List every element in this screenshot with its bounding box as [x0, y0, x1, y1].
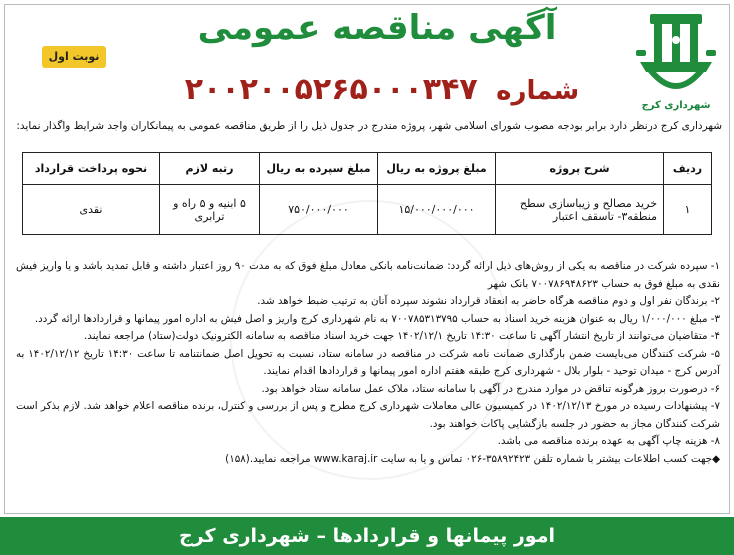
- condition-item: ۲- برندگان نفر اول و دوم مناقصه هرگاه حاضر به انعقاد قرارداد نشوند سپرده آنان به ترتیب ضبط خواهد شد.: [257, 295, 720, 307]
- karaj-municipality-logo-icon: [630, 10, 722, 106]
- cell-row-number: ۱: [664, 185, 712, 235]
- condition-item: ۶- درصورت بروز هرگونه تناقض در موارد مندرج در آگهی با سامانه ستاد، ملاک عمل سامانه ستاد خواهد بود.: [261, 382, 720, 395]
- condition-item: ۱- سپرده شرکت در مناقصه به یکی از روش‌های ذیل ارائه گردد: ضمانت‌نامه بانکی معادل مبلغ فوق که به مدت ۹۰ روز اعتبار داشته و قابل تمدید باشد و یا واریز فیش نقدی به مبلغ فوق به حساب ۷۰۰۷۸۶۹۴۸۶۲۳ بانک شهر: [16, 260, 720, 290]
- contact-info: ◆جهت کسب اطلاعات بیشتر با شماره تلفن ۳۵۸۹۲۴۲۳-۰۲۶ تماس و یا به سایت www.karaj.ir مراجعه نمایید.(۱۵۸): [225, 452, 720, 465]
- cell-deposit-amount: ۷۵۰/۰۰۰/۰۰۰: [260, 185, 378, 235]
- header-deposit-amount: مبلغ سپرده به ریال: [260, 153, 378, 185]
- logo-caption: شهرداری کرج: [641, 100, 711, 111]
- conditions-list: [16, 258, 720, 468]
- condition-item: ۷- پیشنهادات رسیده در مورخ ۱۴۰۲/۱۲/۱۳ در کمیسیون عالی معاملات شهرداری کرج مطرح و پس از بررسی و کنترل، برنده مناقصه اعلام خواهد شد. لازم بذکر است شرکت کنندگان مجاز به حضور در جلسه بازگشایی پاکات خواهند بود.: [16, 400, 721, 430]
- header-grade: رتبه لازم: [160, 153, 260, 185]
- intro-paragraph: شهرداری کرج درنظر دارد برابر بودجه مصوب شورای اسلامی شهر، پروژه مندرج در جدول ذیل را از طریق مناقصه عمومی به پیمانکاران واجد شرایط واگذار نماید:: [16, 120, 722, 132]
- notice-number-value: ۲۰۰۲۰۰۵۲۶۵۰۰۰۳۴۷: [184, 72, 478, 107]
- cell-description: خرید مصالح و زیباسازی سطح منطقه۳- تاسقف اعتبار: [496, 185, 664, 235]
- condition-item: ۵- شرکت کنندگان می‌بایست ضمن بارگذاری ضمانت نامه شرکت در مناقصه در سامانه ستاد، نسبت به تحویل اصل ضمانتنامه تا ساعت ۱۴:۳۰ تاریخ ۱۴۰۲/۱۲/۱۲ به آدرس کرج - میدان توحید - بلوار بلال - شهرداری کرج طبقه هفتم اداره امور پیمانها و قراردادها اقدام نمایند.: [16, 347, 720, 377]
- project-table: [22, 152, 712, 235]
- notice-number-label: شماره: [496, 76, 580, 106]
- table-row: [23, 185, 712, 235]
- table-header-row: [23, 153, 712, 185]
- notice-title: آگهی مناقصه عمومی: [197, 8, 557, 48]
- condition-item: ۳- مبلغ ۱/۰۰۰/۰۰۰ ریال به عنوان هزینه خرید اسناد به حساب ۷۰۰۷۸۵۳۱۳۷۹۵ به نام شهرداری کرج واریز و اصل فیش به اداره امور پیمانها و قراردادها ارائه گردد.: [34, 312, 720, 325]
- header-project-amount: مبلغ پروژه به ریال: [378, 153, 496, 185]
- condition-item: ۸- هزینه چاپ آگهی به عهده برنده مناقصه می باشد.: [497, 435, 720, 447]
- cell-project-amount: ۱۵/۰۰۰/۰۰۰/۰۰۰: [378, 185, 496, 235]
- round-badge: نوبت اول: [42, 46, 106, 68]
- header-payment: نحوه پرداخت قرارداد: [23, 153, 160, 185]
- cell-grade: ۵ ابنیه و ۵ راه و ترابری: [160, 185, 260, 235]
- header-description: شرح پروژه: [496, 153, 664, 185]
- footer-banner: امور پیمانها و قراردادها – شهرداری کرج: [0, 517, 734, 555]
- cell-payment: نقدی: [23, 185, 160, 235]
- header-row-number: ردیف: [664, 153, 712, 185]
- condition-item: ۴- متقاضیان می‌توانند از تاریخ انتشار آگهی تا ساعت ۱۴:۳۰ تاریخ ۱۴۰۲/۱۲/۱ جهت خرید اسناد مناقصه به سامانه الکترونیک دولت(ستاد) مراجعه نمایند.: [84, 330, 720, 342]
- notice-number: [150, 72, 614, 107]
